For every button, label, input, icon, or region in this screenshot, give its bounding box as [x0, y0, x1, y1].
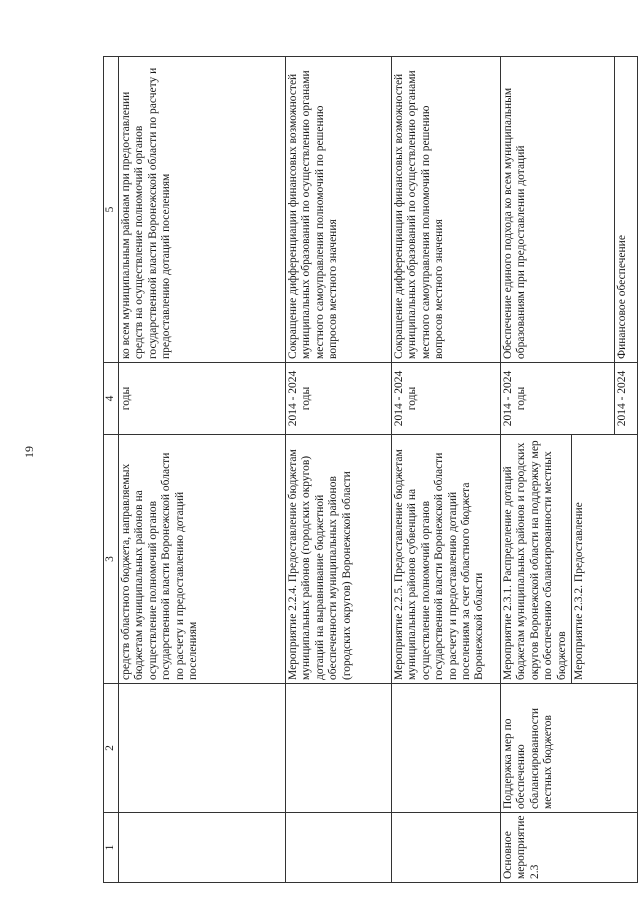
event-cell: Мероприятие 2.2.4. Предоставление бюджетам муниципальных районов (городских округов) дотаций на выравнивание бюджетной обеспеченности муниципальных районов (городских округов) Воронежской области [286, 435, 392, 684]
period-cell: годы [119, 363, 286, 435]
table-row [392, 57, 501, 883]
period-cell: 2014 - 2024 годы [501, 363, 615, 435]
status-cell [286, 813, 392, 883]
title-cell [392, 684, 501, 813]
event-cell [501, 435, 638, 684]
table-header-row [104, 57, 119, 883]
program-events-table [103, 56, 638, 883]
table-row [286, 57, 392, 883]
table-row [119, 57, 286, 883]
header-col-3: 3 [104, 435, 119, 684]
header-col-4: 4 [104, 363, 119, 435]
status-cell [119, 813, 286, 883]
period-cell: 2014 - 2024 годы [392, 363, 501, 435]
table-container [103, 57, 628, 883]
header-col-5: 5 [104, 57, 119, 363]
period-cell: 2014 - 2024 [615, 363, 638, 435]
table-row [501, 57, 615, 883]
event-2-3-2-text: Мероприятие 2.3.2. Предоставление [571, 435, 586, 683]
event-2-3-1-text: Мероприятие 2.3.1. Распределение дотаций бюджетам муниципальных районов и городских округов Воронежской области на поддержку мер по обеспечению сбалансированности местных бюджетов [502, 440, 568, 680]
page-number: 19 [22, 446, 36, 458]
result-cell: ко всем муниципальным районам при предоставлении средств на осуществление полномочий органов государственной власти Воронежской области по расчету и предоставлению дотаций поселениям [119, 57, 286, 363]
period-cell: 2014 - 2024 годы [286, 363, 392, 435]
title-cell [286, 684, 392, 813]
status-cell [392, 813, 501, 883]
header-col-2: 2 [104, 684, 119, 813]
event-cell: средств областного бюджета, направляемых бюджетам муниципальных районов на осуществление полномочий органов государственной власти Воронежской области по расчету и предоставлению дотаций поселениям [119, 435, 286, 684]
result-cell: Обеспечение единого подхода ко всем муниципальным образованиям при предоставлении дотаций [501, 57, 615, 363]
title-cell [119, 684, 286, 813]
result-cell: Финансовое обеспечение [615, 57, 638, 363]
result-cell: Сокращение дифференциации финансовых возможностей муниципальных образований по осуществлению органами местного самоуправления полномочий по решению вопросов местного значения [286, 57, 392, 363]
header-col-1: 1 [104, 813, 119, 883]
event-cell: Мероприятие 2.2.5. Предоставление бюджетам муниципальных районов субвенций на осуществление полномочий органов государственной власти Воронежской области по расчету и предоставлению дотаций поселениям за счет областного бюджета Воронежской области [392, 435, 501, 684]
status-cell: Основное мероприятие 2.3 [501, 813, 638, 883]
result-cell: Сокращение дифференциации финансовых возможностей муниципальных образований по осуществлению органами местного самоуправления полномочий по решению вопросов местного значения [392, 57, 501, 363]
title-cell: Поддержка мер по обеспечению сбалансированности местных бюджетов [501, 684, 638, 813]
